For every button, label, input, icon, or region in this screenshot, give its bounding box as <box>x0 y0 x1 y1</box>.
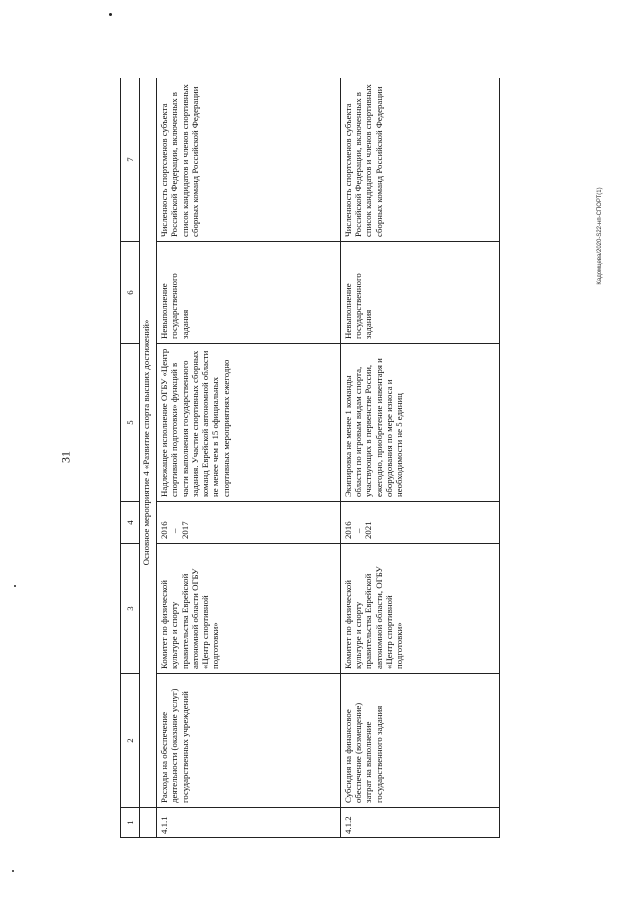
consequence: Невыполнение государственного задания <box>340 242 499 344</box>
rotated-table-container <box>120 78 500 838</box>
table-header-row <box>121 78 140 838</box>
scan-speck <box>12 870 14 872</box>
document-id: Кадомцева/2020-S22-нп-СПОРТ(1) <box>597 187 603 285</box>
activity-name: Субсидия на финансовое обеспечение (возмещение) затрат на выполнение государственного задания <box>340 674 499 808</box>
table-row <box>340 78 499 838</box>
column-header: 3 <box>121 544 140 674</box>
column-header: 6 <box>121 242 140 344</box>
section-row <box>140 78 157 838</box>
page-number: 31 <box>58 451 73 463</box>
table-area <box>120 78 500 838</box>
year-start: 2016 <box>159 521 169 539</box>
column-header: 2 <box>121 674 140 808</box>
indicator: Численность спортсменов субъекта Российской Федерации, включенных в список кандидатов и членов спортивных сборных команд Российской Федерации <box>340 78 499 242</box>
column-header: 7 <box>121 78 140 242</box>
executor: Комитет по физической культуре и спорту правительства Еврейской автономной области ОГБУ «Центр спортивной подготовки» <box>157 544 341 674</box>
section-empty-cell <box>140 808 157 838</box>
executor: Комитет по физической культуре и спорту правительства Еврейской автономной области, ОГБУ «Центр спортивной подготовки» <box>340 544 499 674</box>
expected-result: Экипировка не менее 1 команды области по игровым видам спорта, участвующих в первенстве России, ежегодно, приобретение инвентаря и оборудования по мере износа и необходимости не 5 единиц <box>340 344 499 502</box>
year-end: 2021 <box>363 521 374 539</box>
year-dash: – <box>353 528 364 533</box>
indicator: Численность спортсменов субъекта Российской Федерации, включенных в список кандидатов и членов спортивных сборных команд Российской Федерации <box>157 78 341 242</box>
row-number: 4.1.1 <box>157 808 341 838</box>
activities-table <box>120 78 500 838</box>
column-header: 4 <box>121 502 140 544</box>
consequence: Невыполнение государственного задания <box>157 242 341 344</box>
column-header: 1 <box>121 808 140 838</box>
year-dash: – <box>169 528 180 533</box>
section-title: Основное мероприятие 4 «Развитие спорта высших достижений» <box>140 78 157 808</box>
table-row <box>157 78 341 838</box>
expected-result: Надлежащее исполнение ОГБУ «Центр спортивной подготовки» функций в части выполнения государственного задания. Участие спортивных сборных команд Еврейской автономной области не менее чем в 15 официальных спортивных мероприятиях ежегодно <box>157 344 341 502</box>
row-number: 4.1.2 <box>340 808 499 838</box>
year-end: 2017 <box>179 521 190 539</box>
column-header: 5 <box>121 344 140 502</box>
year-start: 2016 <box>342 521 353 539</box>
scan-speck <box>14 585 16 587</box>
years-cell <box>340 502 499 544</box>
years-cell <box>157 502 341 544</box>
scan-speck <box>109 13 112 16</box>
activity-name: Расходы на обеспечение деятельности (оказание услуг) государственных учреждений <box>157 674 341 808</box>
